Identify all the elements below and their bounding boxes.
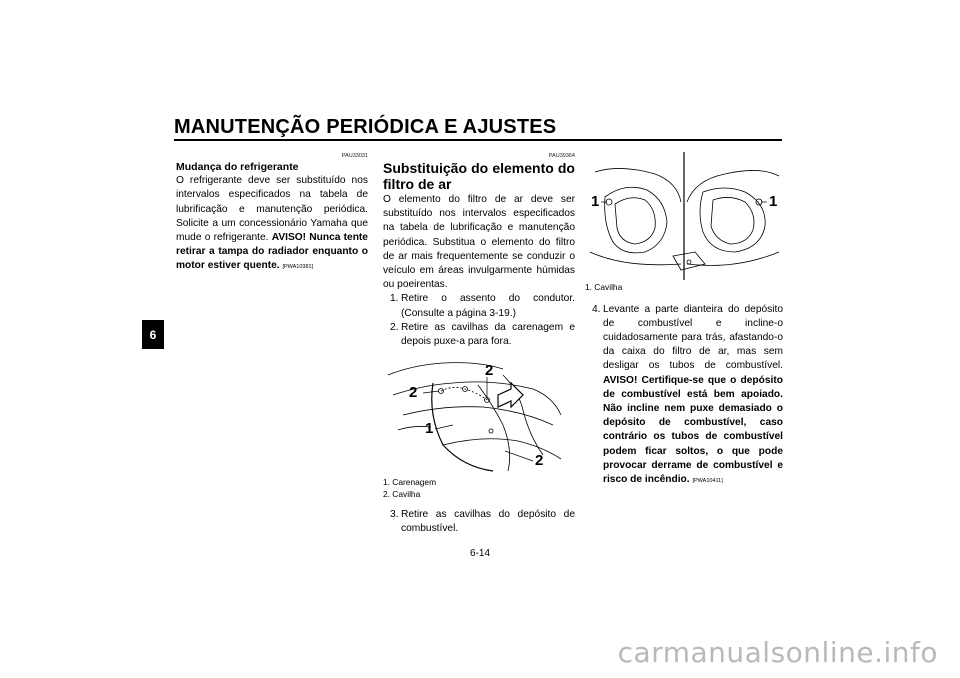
coolant-warning-code: [PWA10381] — [282, 264, 314, 271]
fuel-tank-bolts-figure — [585, 152, 783, 280]
figure-label: 1 — [769, 193, 778, 210]
figure-label: 1 — [591, 193, 600, 210]
figure-label: 2 — [485, 362, 494, 380]
page-title: MANUTENÇÃO PERIÓDICA E AJUSTES — [174, 116, 557, 138]
page-number: 6-14 — [469, 548, 490, 559]
step-4 — [585, 303, 783, 489]
cowling-bolts-figure — [383, 355, 563, 475]
figure-label: 2 — [409, 384, 418, 402]
step-text: Levante a parte dianteira do depósito de combustível e incline-o cuidadosamente para trás, afastando-o da caixa do filtro de ar, mas sem desligar os tubos de combustível. — [603, 303, 783, 372]
coolant-heading: Mudança do refrigerante — [176, 161, 299, 173]
header-rule — [174, 139, 782, 141]
fuel-tank-warning: AVISO! Certifique-se que o depósito de combustível está bem apoiado. Não incline nem puxe demasiado o depósito de combustível, caso contrário os tubos de combustível podem ficar soltos, o que pode provocar derrame de combustível e risco de incêndio. — [603, 374, 783, 485]
step-number: 3. — [390, 509, 399, 521]
watermark: carmanualsonline.info — [617, 636, 938, 669]
step-number: 2. — [390, 321, 399, 333]
step-text: Retire o assento do condutor. (Consulte a página 3-19.) — [401, 293, 575, 319]
chapter-tab: 6 — [142, 320, 164, 349]
coolant-column — [176, 152, 368, 275]
step-number: 4. — [592, 303, 601, 315]
coolant-warning: AVISO! Nunca tente retirar a tampa do radiador enquanto o motor estiver quente. — [176, 232, 368, 272]
step-text: Retire as cavilhas do depósito de combustível. — [401, 509, 575, 535]
step-2 — [383, 321, 575, 349]
section-code: PAU39364 — [548, 153, 575, 159]
fuel-tank-warning-code: [PWA10411] — [692, 477, 723, 484]
figure-label: 1 — [425, 420, 434, 438]
figure-caption: 2. Cavilha — [383, 488, 421, 499]
fuel-tank-column — [585, 152, 783, 488]
step-number: 1. — [390, 293, 399, 305]
figure-caption: 1. Carenagem — [383, 477, 437, 488]
step-text: Retire as cavilhas da carenagem e depois puxe-a para fora. — [401, 321, 575, 348]
figure-caption: 1. Cavilha — [585, 282, 623, 292]
figure-label: 2 — [535, 452, 544, 470]
step-1 — [383, 292, 575, 320]
air-filter-title: Substituição do elemento do filtro de ar — [383, 160, 575, 192]
coolant-body: O refrigerante deve ser substituído nos intervalos especificados na tabela de lubrificação e manutenção periódica. Solicite a um concessionário Yamaha que mude o refrigerante. — [176, 175, 368, 244]
air-filter-intro: O elemento do filtro de ar deve ser substituído nos intervalos especificados na tabela de lubrificação e manutenção periódica. Substitua o elemento do filtro de ar mais frequentemente se conduzir o veículo em áreas invulgarmente húmidas ou poeirentas. — [383, 194, 575, 291]
air-filter-column — [383, 152, 575, 537]
coolant-paragraph — [176, 174, 368, 274]
section-code: PAU33031 — [341, 153, 368, 159]
step-3 — [383, 508, 575, 536]
